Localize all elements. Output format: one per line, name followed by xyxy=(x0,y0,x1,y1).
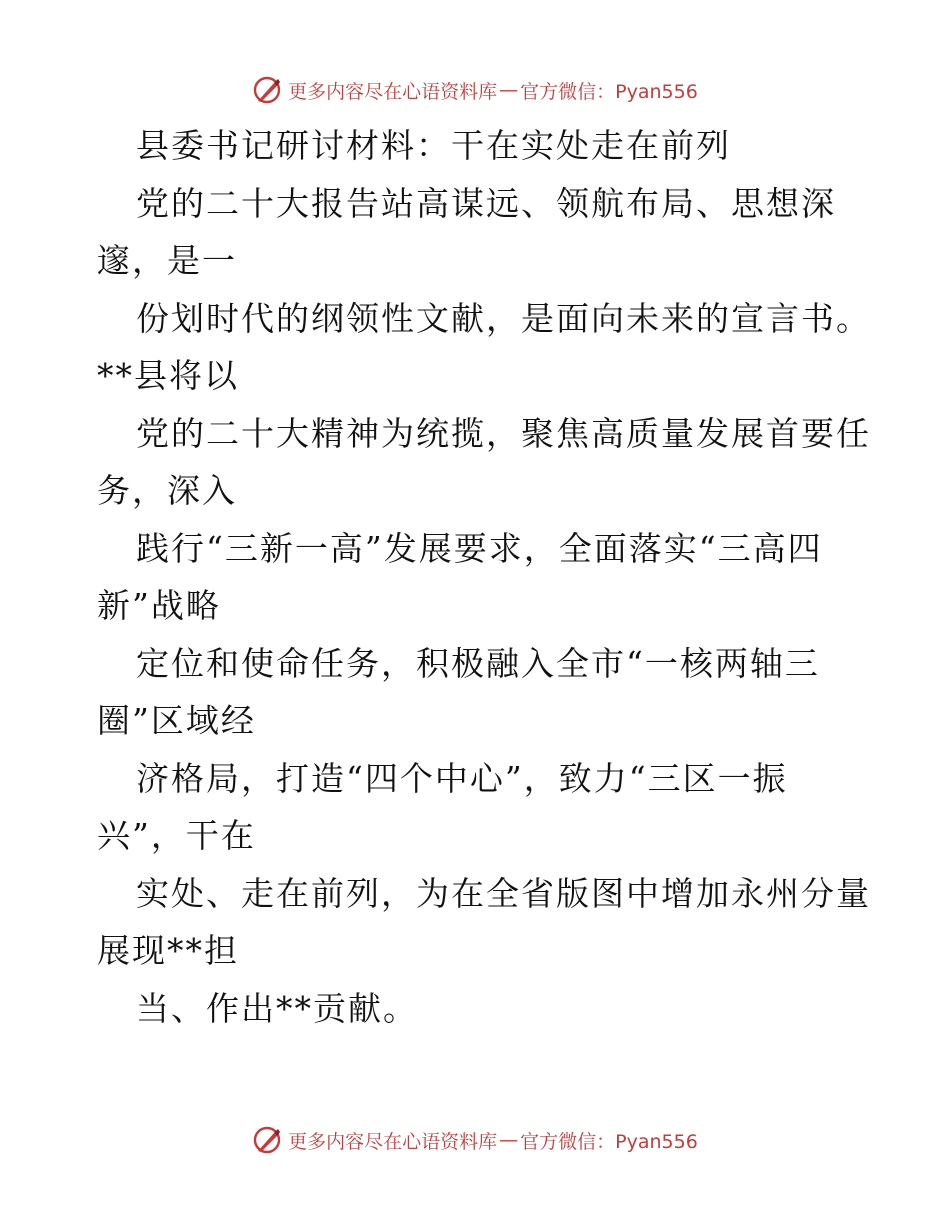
paragraph-line: 党的二十大精神为统揽，聚焦高质量发展首要任 xyxy=(136,413,871,453)
paragraph-line: **县将以 xyxy=(97,356,239,395)
watermark-contact: 官方微信：Pyan556 xyxy=(520,1130,698,1153)
watermark-contact: 官方微信：Pyan556 xyxy=(520,80,698,103)
paragraph-line: 践行“三新一高”发展要求，全面落实“三高四 xyxy=(136,528,823,568)
watermark-text: 更多内容尽在心语资料库 xyxy=(288,80,498,103)
document-body xyxy=(97,117,871,1037)
paragraph-line: 兴”，干在 xyxy=(97,816,256,855)
paragraph-line: 新”战略 xyxy=(97,586,221,625)
paragraph-line: 圈”区域经 xyxy=(97,701,256,740)
pen-in-circle-icon xyxy=(252,1125,282,1155)
paragraph-line: 济格局，打造“四个中心”，致力“三区一振 xyxy=(136,758,788,798)
pen-in-circle-icon xyxy=(252,75,282,105)
paragraph-line: 务，深入 xyxy=(97,471,237,510)
paragraph-line: 定位和使命任务，积极融入全市“一核两轴三 xyxy=(136,643,820,683)
paragraph-line: 当、作出**贡献。 xyxy=(136,988,418,1028)
watermark-dash: — xyxy=(499,1129,519,1151)
paragraph-line: 实处、走在前列，为在全省版图中增加永州分量 xyxy=(136,873,871,913)
paragraph-line: 份划时代的纲领性文献，是面向未来的宣言书。 xyxy=(136,298,871,338)
watermark-text: 更多内容尽在心语资料库 xyxy=(288,1130,498,1153)
paragraph-line: 邃，是一 xyxy=(97,241,237,280)
paragraph-line: 展现**担 xyxy=(97,931,239,970)
document-title: 县委书记研讨材料：干在实处走在前列 xyxy=(136,126,731,165)
footer-watermark xyxy=(0,1122,950,1158)
watermark-dash: — xyxy=(499,79,519,101)
paragraph-line: 党的二十大报告站高谋远、领航布局、思想深 xyxy=(136,183,836,223)
header-watermark xyxy=(0,72,950,108)
